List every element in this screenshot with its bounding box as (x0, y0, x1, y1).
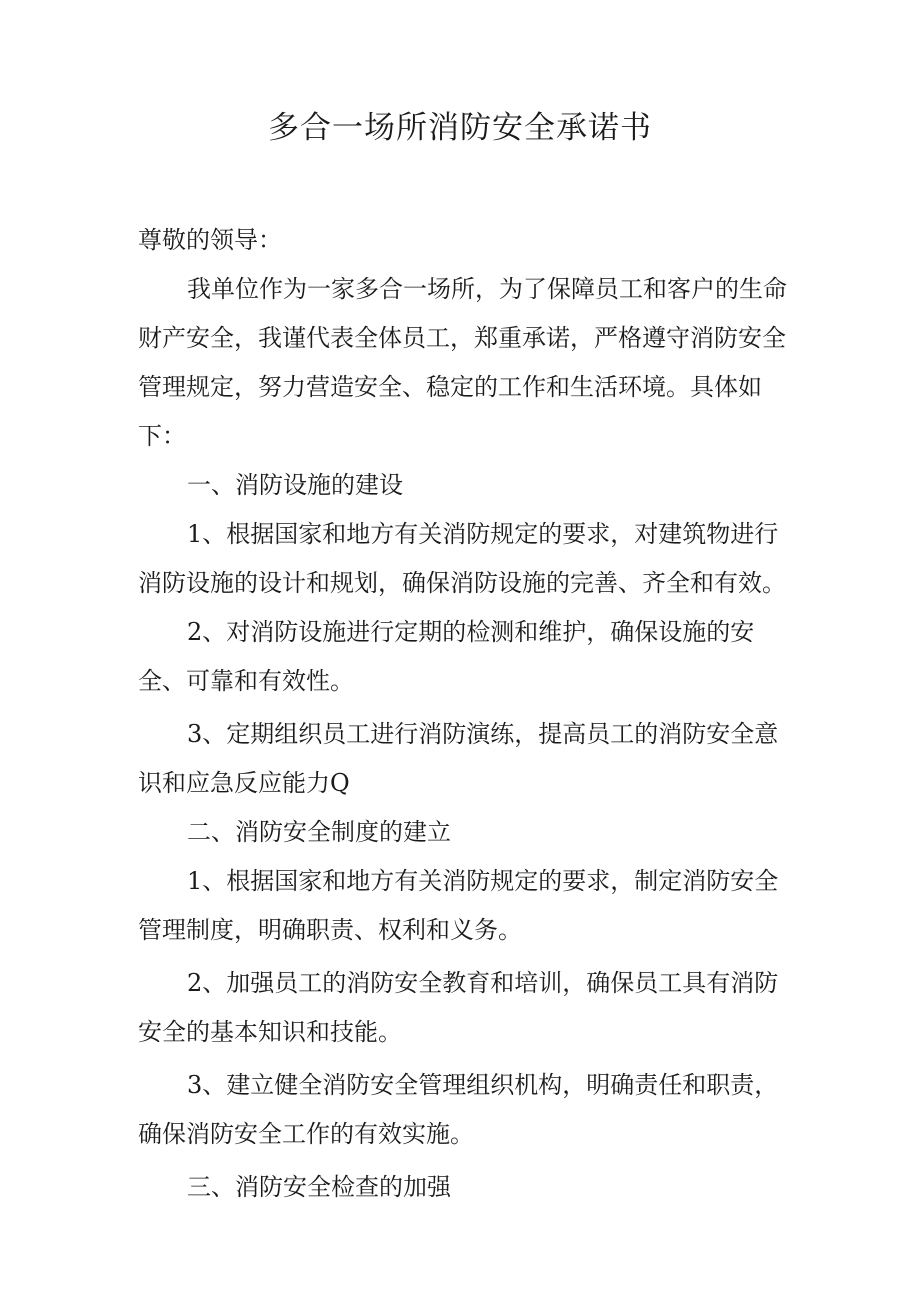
section-heading-2: 二、消防安全制度的建立 (187, 818, 451, 846)
paragraph-1-2: 2、对消防设施进行定期的检测和维护，确保设施的安全、可靠和有效性。 (138, 618, 755, 695)
paragraph-1-3: 3、定期组织员工进行消防演练，提高员工的消防安全意识和应急反应能力Q (138, 720, 779, 797)
paragraph-intro: 我单位作为一家多合一场所，为了保障员工和客户的生命财产安全，我谨代表全体员工，郑重承诺，严格遵守消防安全管理规定，努力营造安全、稳定的工作和生活环境。具体如下： (138, 275, 787, 450)
paragraph-2-1: 1、根据国家和地方有关消防规定的要求，制定消防安全管理制度，明确职责、权利和义务。 (138, 867, 779, 944)
paragraph-2-3: 3、建立健全消防安全管理组织机构，明确责任和职责，确保消防安全工作的有效实施。 (138, 1071, 779, 1148)
section-heading-1: 一、消防设施的建设 (187, 471, 403, 499)
section-heading-3: 三、消防安全检查的加强 (187, 1173, 451, 1201)
document-title: 多合一场所消防安全承诺书 (268, 110, 652, 146)
paragraph-1-1: 1、根据国家和地方有关消防规定的要求，对建筑物进行消防设施的设计和规划，确保消防设施的完善、齐全和有效。 (138, 520, 786, 597)
document-body (138, 216, 798, 1212)
salutation: 尊敬的领导： (138, 226, 282, 254)
paragraph-2-2: 2、加强员工的消防安全教育和培训，确保员工具有消防安全的基本知识和技能。 (138, 969, 779, 1046)
